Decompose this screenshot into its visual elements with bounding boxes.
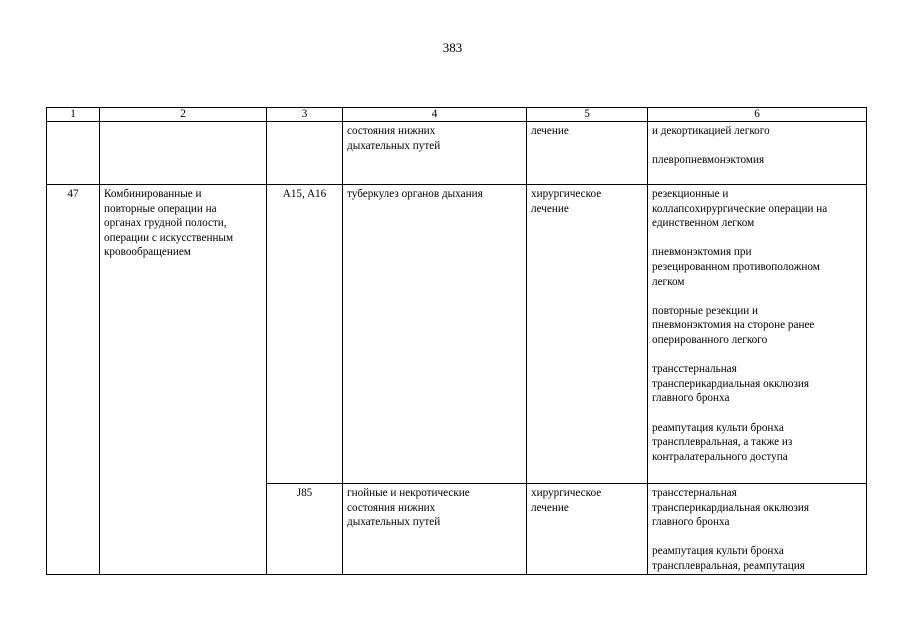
treatment-cell	[527, 484, 648, 575]
code-cell	[267, 122, 343, 185]
treatment-cell	[527, 185, 648, 484]
diagnosis-cell	[343, 484, 527, 575]
diagnosis-line: гнойные и некротические	[347, 487, 470, 499]
method-line: реампутация культи бронха	[652, 421, 784, 434]
diagnosis-line: состояния нижних	[347, 501, 436, 514]
method-line: пневмонэктомия при	[652, 246, 752, 259]
diagnosis-line: туберкулез органов дыхания	[347, 188, 483, 200]
treatment-line: хирургическое	[531, 188, 602, 200]
method-line: оперированного легкого	[652, 333, 768, 346]
method-line: легком	[652, 275, 685, 288]
treatment-cell	[527, 122, 648, 185]
treatment-line: лечение	[531, 125, 569, 137]
method-line: плевропневмонэктомия	[652, 154, 765, 167]
method-line: трансперикардиальная окклюзия	[652, 377, 810, 390]
method-line: повторные резекции и	[652, 304, 759, 317]
group-name-cell	[100, 122, 267, 185]
method-line: трансплевральная, реампутация	[652, 559, 805, 572]
method-line: контралатерального доступа	[652, 450, 788, 463]
column-number: 3	[267, 108, 343, 122]
diagnosis-cell	[343, 122, 527, 185]
row-number-cell	[47, 122, 100, 185]
treatment-line: хирургическое	[531, 487, 602, 499]
methods-cell	[648, 484, 867, 575]
code-cell: J85	[267, 484, 343, 575]
methods-cell	[648, 185, 867, 484]
column-number: 1	[47, 108, 100, 122]
method-line: и декортикацией легкого	[652, 125, 770, 137]
column-number: 4	[343, 108, 527, 122]
diagnosis-cell	[343, 185, 527, 484]
method-line: единственном легком	[652, 217, 755, 230]
column-number-row	[47, 108, 867, 122]
method-line: главного бронха	[652, 392, 730, 405]
method-line: трансстернальная	[652, 363, 737, 376]
column-number: 5	[527, 108, 648, 122]
method-line: трансстернальная	[652, 487, 737, 499]
row-47-a	[47, 185, 867, 484]
method-line: резекционные и	[652, 188, 729, 200]
method-line: резецированном противоположном	[652, 260, 820, 273]
diagnosis-line: дыхательных путей	[347, 516, 441, 529]
group-name-line: Комбинированные и	[104, 188, 202, 200]
row-number-cell: 47	[47, 185, 100, 575]
column-number: 2	[100, 108, 267, 122]
method-line: трансплевральная, а также из	[652, 436, 793, 449]
diagnosis-line: состояния нижних	[347, 125, 436, 137]
code-cell: A15, A16	[267, 185, 343, 484]
continued-row	[47, 122, 867, 185]
method-line: пневмонэктомия на стороне ранее	[652, 319, 815, 332]
method-line: главного бронха	[652, 516, 730, 529]
treatment-line: лечение	[531, 202, 569, 215]
group-name-line: кровообращением	[104, 246, 191, 259]
method-line: трансперикардиальная окклюзия	[652, 501, 810, 514]
diagnosis-line: дыхательных путей	[347, 139, 441, 152]
group-name-line: операции с искусственным	[104, 231, 234, 244]
methods-cell	[648, 122, 867, 185]
group-name-line: органах грудной полости,	[104, 217, 227, 230]
page-number: 383	[442, 40, 463, 55]
column-number: 6	[648, 108, 867, 122]
group-name-cell	[100, 185, 267, 575]
method-line: коллапсохирургические операции на	[652, 202, 828, 215]
group-name-line: повторные операции на	[104, 202, 217, 215]
procedures-table	[46, 107, 867, 575]
treatment-line: лечение	[531, 501, 569, 514]
method-line: реампутация культи бронха	[652, 545, 784, 558]
